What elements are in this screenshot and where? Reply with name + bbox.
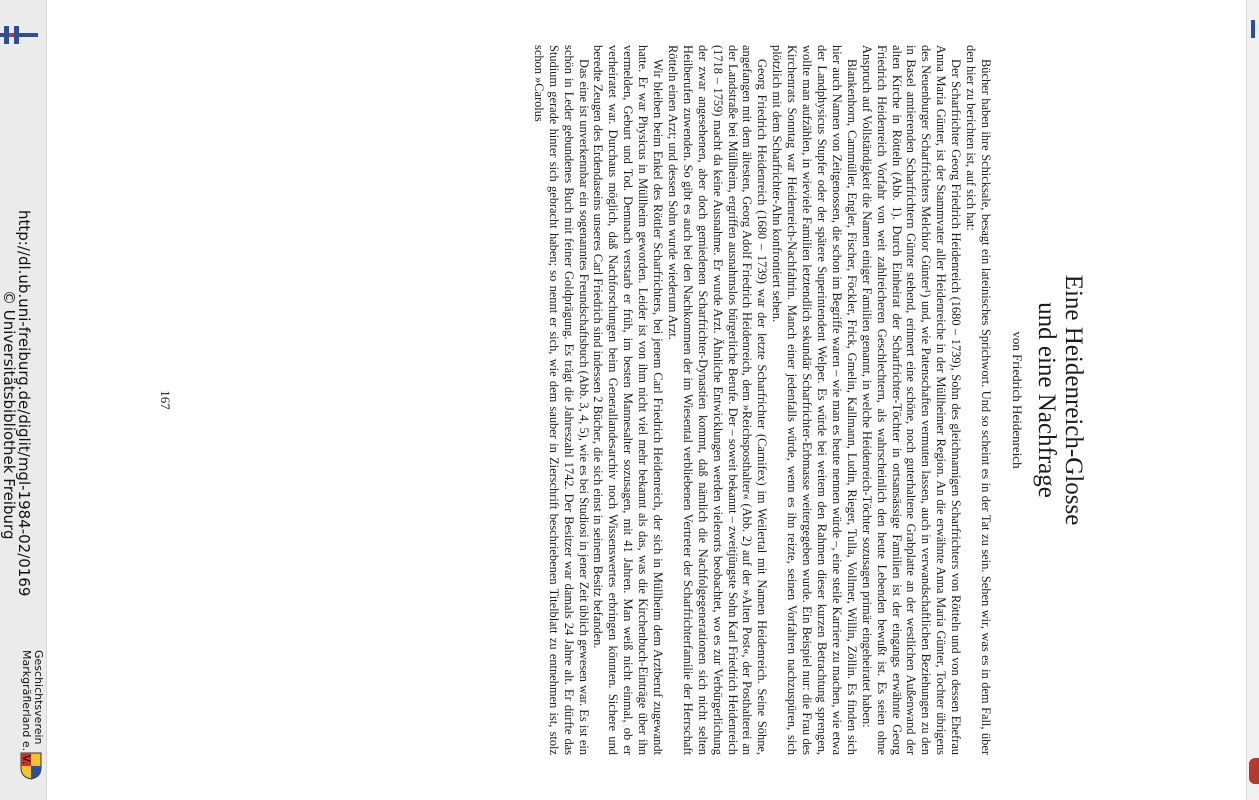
- document-page: [145, 45, 1105, 755]
- scanned-page-area: [105, 0, 1145, 800]
- library-logo-icon: [0, 24, 38, 46]
- paragraph: Der Scharfrichter Georg Friedrich Heidenreich (1680 – 1739), Sohn des gleichnamigen Scharfrichters von Rötteln und von dessen Ehefrau Anna Maria Günter, ist der Stammvater aller Heidenreiche in der Müllheimer Region. An die erwähnte Anna Maria Günter, Tochter übrigens des Neuenburger Scharfrichters Melchior Günter¹) und, wie Patenschaften vermuten lassen, auch in verwandschaftlichen Beziehungen zu den in Basel amtierenden Scharfrichtern Günter stehend, erinnert eine schöne, noch guterhaltene Grabplatte an der westlichen Außenwand der alten Kirche in Rötteln (Abb. 1). Durch Einheirat der Scharfrichter-Töchter in ortsansässige Familien ist der eingangs erwähnte Georg Friedrich Heidenreich Vorfahr von weit zahlreicheren Geschlechtern, als wahrscheinlich den heute Lebenden bewußt ist. Es seien ohne Anspruch auf Vollständigkeit die Namen einiger Familien genannt, in welche Heidenreich-Töchter sozusagen primär eingeheiratet haben:: [859, 45, 964, 755]
- footer-society-subtitle: Markgräflerland e. V.: [20, 650, 33, 765]
- right-logo-icon: [1251, 20, 1255, 38]
- paragraph: Wir bleiben beim Enkel des Röttler Scharfrichters, bei jenem Carl Friedrich Heidenreich, der sich in Müllheim dem Arztberuf zugewandt hatte. Er war Physicus in Müllheim geworden. Leider ist von ihm nicht viel mehr bekannt als das, was die Kirchenbuch-Einträge über ihn vermelden, Geburt und Tod. Demnach verstarb er früh, im besten Mannesalter sozusagen, mit 41 Jahren. Man weiß nicht einmal, ob er verheiratet war. Durchaus möglich, daß Nachforschungen beim Generallandesarchiv noch Wissenswertes erbringen könnten. Sichere und beredte Zeugen des Erdendaseins unseres Carl Friedrich sind indessen 2 Bücher, die sich einst in seinem Besitz befanden.: [591, 45, 666, 755]
- paragraph: Bücher haben ihre Schicksale, besagt ein lateinisches Sprichwort. Und so scheint es in der Tat zu sein. Sehen wir, was es in dem Fall, über den hier zu berichten ist, auf sich hat:: [964, 45, 993, 755]
- footer-url[interactable]: http://dl.ub.uni-freiburg.de/diglit/mgl-1984-02/0169: [15, 210, 33, 597]
- byline: von Friedrich Heidenreich: [1010, 331, 1025, 469]
- page-number: 167: [158, 390, 173, 410]
- title-line-2: und eine Nachfrage: [1033, 302, 1060, 498]
- title-line-1: Eine Heidenreich-Glosse: [1060, 274, 1087, 526]
- body-text: [531, 45, 993, 755]
- footer-copyright: © Universitätsbibliothek Freiburg: [0, 290, 18, 540]
- paragraph: Blankenhorn, Cammüller, Engler, Fischer, Föckler, Frick, Gmelin, Kallmann, Ludin, Rieger, Tulla, Vollmer, Willin, Zöllin. Es finden sich hier auch Namen von Zeitgenossen, die schon im Begriffe waren – wie man es heute nennen würde –, eine steile Karriere zu machen, wie etwa der Landphysicus Stupfer oder der spätere Superintendent Welper. Es würde bei weitem den Rahmen dieser kurzen Betrachtung sprengen, wollte man aufzählen, in wieviele Familien letztendlich sekundär Scharfrichter-Erbmasse weitergegeben wurde. Ein Beispiel nur: die Frau des Kirchenrats Sonntag war Heidenreich-Nachfahrin. Manch einer jedenfalls würde, wenn es ihn reizte, seinen Vorfahren nachzuspüren, sich plötzlich mit dem Scharfrichter-Ahn konfrontiert sehen.: [770, 45, 859, 755]
- right-viewer-strip: [1246, 0, 1259, 800]
- paragraph: Das eine ist unverkennbar ein sogenanntes Freundschaftsbuch (Abb. 3, 4, 5), wie es bei Studiosi in jener Zeit üblich gewesen war. Es ist ein schön in Leder gebundenes Buch mit feiner Goldprägung. Es trägt die Jahreszahl 1742. Der Besitzer war damals 24 Jahre alt. Er dürfte das Studium gerade hinter sich gebracht haben; so nennt er sich, wie dem sauber in Zierschrift beschriebenen Titelblatt zu entnehmen ist, stolz schon »Carolus: [531, 45, 591, 755]
- footer-society-name: Geschichtsverein: [32, 650, 45, 745]
- page-title: [1033, 45, 1087, 755]
- paragraph: Georg Friedrich Heidenreich (1680 – 1739) war der letzte Scharfrichter (Carnifex) im Weilertal mit Namen Heidenreich. Seine Söhne, angefangen mit dem ältesten, Georg Adolf Friedrich Heidenreich, dem »Reichsposthalter« (Abb. 2) auf der »Alten Post«, der Posthalterei an der Landstraße bei Müllheim, ergriffen ausnahmslos bürgerliche Berufe. Der – soweit bekannt – zweitjüngste Sohn Karl Friedrich Heidenreich (1718 – 1759) macht da keine Ausnahme. Er wurde Arzt. Ähnliche Entwicklungen werden vielerorts beobachtet, wo es zur Verbürgerlichung der zwar angesehenen, aber doch gemiedenen Scharfrichter-Dynastien kommt, daß nämlich die Nachfolgegenerationen sich nicht selten Heilberufen zuwenden. So gibt es auch bei den Nachkommen der im Wiesental verbliebenen Vertreter der Scharfrichterfamilie der Herrschaft Rötteln einen Arzt; und dessen Sohn wurde wiederum Arzt.: [665, 45, 770, 755]
- right-crest-icon: [1249, 758, 1259, 784]
